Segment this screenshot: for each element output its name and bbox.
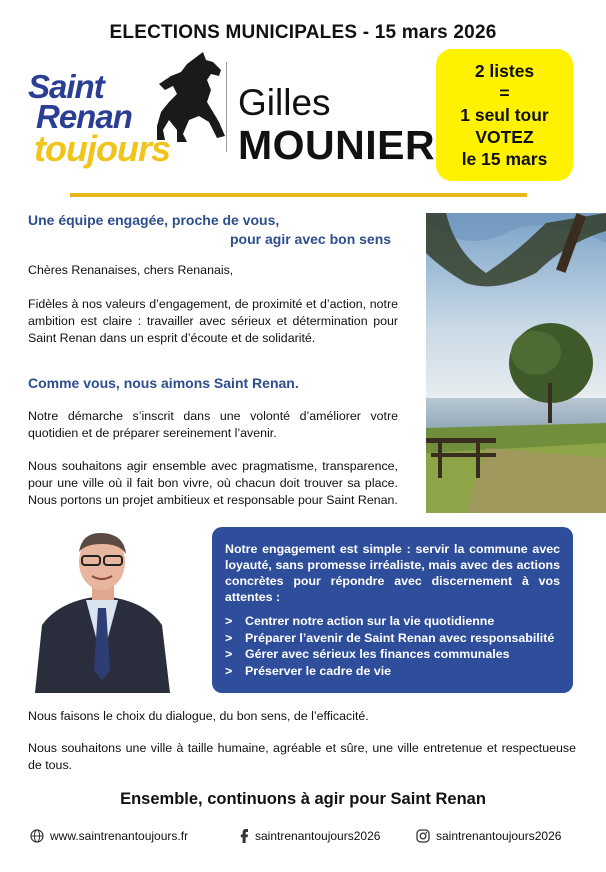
- list-item: [225, 646, 560, 663]
- paragraph-together: Nous souhaitons agir ensemble avec pragmatisme, transparence, pour une ville où il fait bon vivre, où chacun doit trouver sa place. Nous portons un projet ambitieux et responsable pour Saint Renan.: [28, 459, 398, 507]
- headline-line-2: pour agir avec bon sens: [230, 231, 392, 247]
- logo-word-saint: Saint: [28, 68, 104, 105]
- facebook-handle[interactable]: saintrenantoujours2026: [255, 829, 381, 843]
- facebook-icon: [240, 829, 249, 843]
- callout-line: =: [499, 83, 510, 103]
- footer: [0, 829, 606, 849]
- candidate-portrait: [30, 530, 175, 693]
- lake-photo: [426, 213, 606, 513]
- subheading: Comme vous, nous aimons Saint Renan.: [28, 375, 299, 391]
- paragraph-approach: Notre démarche s’inscrit dans une volonté d’améliorer votre quotidien et de préparer sereinement l’avenir.: [28, 409, 398, 440]
- footer-website[interactable]: [30, 829, 188, 843]
- website-link[interactable]: www.saintrenantoujours.fr: [50, 829, 189, 843]
- candidate-last-name: MOUNIER: [238, 122, 436, 168]
- paragraph-city: Nous souhaitons une ville à taille humaine, agréable et sûre, une ville entretenue et respectueuse de tous.: [28, 741, 576, 772]
- engagement-box: [212, 527, 573, 693]
- list-item: [225, 663, 560, 680]
- list-item-text: Préserver le cadre de vie: [245, 663, 392, 678]
- list-item-text: Préparer l’avenir de Saint Renan avec responsabilité: [245, 630, 555, 645]
- engagement-intro: Notre engagement est simple : servir la commune avec loyauté, sans promesse irréaliste, mais avec des actions concrètes pour répondre avec discernement à vos attentes :: [225, 542, 560, 604]
- instagram-handle[interactable]: saintrenantoujours2026: [436, 829, 562, 843]
- list-item-text: Centrer notre action sur la vie quotidienne: [245, 614, 495, 628]
- instagram-icon: [416, 829, 430, 843]
- header-divider: [226, 62, 227, 152]
- headline-line-1: Une équipe engagée, proche de vous,: [28, 212, 280, 228]
- list-item-text: Gérer avec sérieux les finances communales: [245, 647, 510, 661]
- paragraph-values: Fidèles à nos valeurs d’engagement, de proximité et d’action, notre ambition est claire : travailler avec sérieux et détermination pour Saint Renan dans un esprit d’écoute et de solidarité.: [28, 297, 398, 345]
- page-title: ELECTIONS MUNICIPALES - 15 mars 2026: [109, 22, 497, 43]
- callout-line: le 15 mars: [461, 149, 548, 169]
- gold-divider: [70, 193, 527, 197]
- bullet-marker: >: [225, 647, 233, 661]
- bullet-marker: >: [225, 663, 233, 678]
- candidate-first-name: Gilles: [238, 82, 331, 123]
- globe-icon: [30, 829, 44, 843]
- footer-facebook[interactable]: [240, 829, 380, 843]
- list-item: [225, 613, 560, 630]
- vote-callout-box: [436, 49, 573, 181]
- callout-line: VOTEZ: [475, 127, 534, 147]
- logo-word-toujours: toujours: [34, 128, 170, 169]
- closing-slogan: Ensemble, continuons à agir pour Saint Renan: [120, 790, 486, 808]
- engagement-list: [225, 613, 560, 679]
- paragraph-dialogue: Nous faisons le choix du dialogue, du bon sens, de l’efficacité.: [28, 709, 369, 723]
- callout-line: 2 listes: [474, 61, 535, 81]
- campaign-logo: [28, 50, 218, 170]
- callout-line: 1 seul tour: [460, 105, 549, 125]
- bullet-marker: >: [225, 630, 233, 645]
- greeting: Chères Renanaises, chers Renanais,: [28, 263, 234, 277]
- bullet-marker: >: [225, 614, 233, 628]
- footer-instagram[interactable]: [416, 829, 561, 843]
- logo-word-renan: Renan: [36, 98, 132, 135]
- list-item: [225, 630, 560, 647]
